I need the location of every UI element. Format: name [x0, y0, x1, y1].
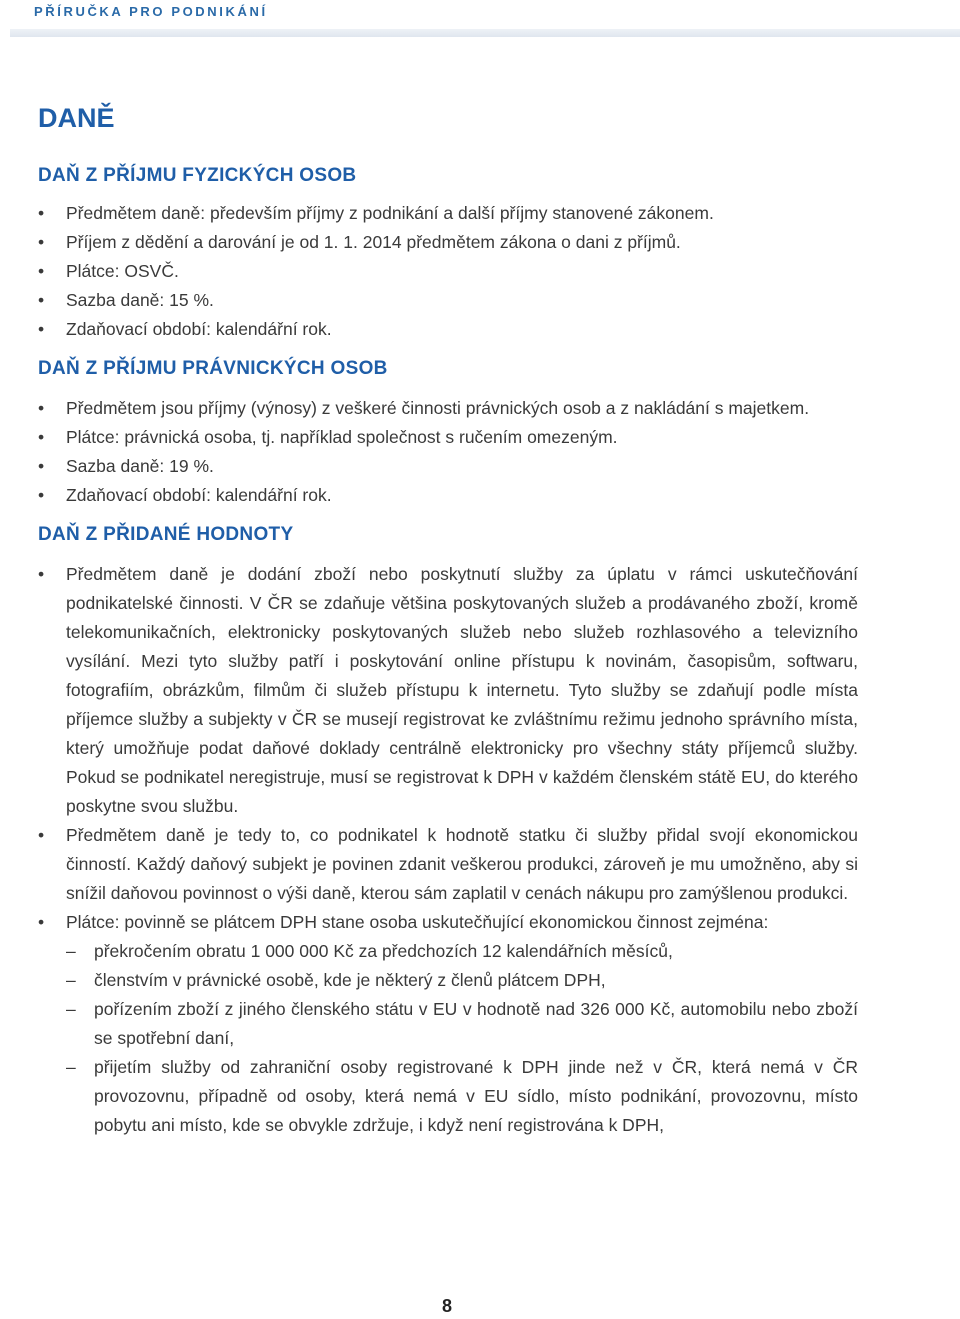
list-item: [38, 315, 858, 344]
list-item: [38, 452, 858, 481]
list-item-text: Sazba daně: 15 %.: [66, 290, 214, 310]
bullet-icon: •: [38, 232, 45, 252]
bullet-icon: •: [38, 564, 45, 584]
list-item: [38, 1053, 858, 1140]
page-title: DANĚ: [38, 103, 115, 133]
list-item: [38, 908, 858, 937]
bullet-icon: •: [38, 203, 45, 223]
list-item: [38, 937, 858, 966]
bullet-icon: •: [38, 825, 45, 845]
section-heading-vat: DAŇ Z PŘIDANÉ HODNOTY: [38, 524, 294, 545]
list-item-text: Zdaňovací období: kalendářní rok.: [66, 319, 332, 339]
list-item: [38, 228, 858, 257]
bullet-icon: •: [38, 319, 45, 339]
list-item: [38, 995, 858, 1053]
dash-icon: –: [66, 1057, 76, 1077]
list-item-text: překročením obratu 1 000 000 Kč za předchozích 12 kalendářních měsíců,: [94, 941, 673, 961]
dash-icon: –: [66, 999, 76, 1019]
bullet-icon: •: [38, 398, 45, 418]
bullet-icon: •: [38, 456, 45, 476]
header-rule: [10, 29, 960, 37]
list-item: [38, 199, 858, 228]
bullet-icon: •: [38, 485, 45, 505]
list-item-text: pořízením zboží z jiného členského státu v EU v hodnotě nad 326 000 Kč, automobilu nebo zboží se spotřební daní,: [94, 999, 858, 1048]
page-content: [38, 100, 858, 1140]
bullet-list-income-tax-legal-entities: [38, 394, 858, 510]
list-item: [38, 481, 858, 510]
running-header: PŘÍRUČKA PRO PODNIKÁNÍ: [34, 4, 268, 19]
list-item-text: Plátce: OSVČ.: [66, 261, 179, 281]
list-item-text: Příjem z dědění a darování je od 1. 1. 2014 předmětem zákona o dani z příjmů.: [66, 232, 681, 252]
list-item-text: Zdaňovací období: kalendářní rok.: [66, 485, 332, 505]
dash-icon: –: [66, 941, 76, 961]
bullet-list-income-tax-individuals: [38, 199, 858, 344]
bullet-list-vat: [38, 560, 858, 937]
list-item-text: Plátce: povinně se plátcem DPH stane osoba uskutečňující ekonomickou činnost zejména:: [66, 912, 769, 932]
bullet-icon: •: [38, 912, 45, 932]
list-item-text: členstvím v právnické osobě, kde je některý z členů plátcem DPH,: [94, 970, 606, 990]
list-item: [38, 966, 858, 995]
list-item: [38, 423, 858, 452]
list-item: [38, 286, 858, 315]
list-item: [38, 821, 858, 908]
bullet-icon: •: [38, 290, 45, 310]
dash-icon: –: [66, 970, 76, 990]
list-item-text: Předmětem jsou příjmy (výnosy) z veškeré činnosti právnických osob a z nakládání s majetkem.: [66, 398, 810, 418]
bullet-icon: •: [38, 427, 45, 447]
list-item-text: Předmětem daně: především příjmy z podnikání a další příjmy stanovené zákonem.: [66, 203, 714, 223]
list-item: [38, 394, 858, 423]
section-heading-income-tax-legal-entities: DAŇ Z PŘÍJMU PRÁVNICKÝCH OSOB: [38, 358, 388, 379]
list-item-text: Předmětem daně je tedy to, co podnikatel k hodnotě statku či služby přidal svojí ekonomickou činností. Každý daňový subjekt je povinen zdanit veškerou produkci, zároveň je mu umožněno, aby si snížil daňovou povinnost o výši daně, kterou sám zaplatil v cenách nákupu pro zamýšlenou produkci.: [66, 825, 858, 903]
page-number: 8: [441, 1296, 452, 1316]
list-item-text: Předmětem daně je dodání zboží nebo poskytnutí služby za úplatu v rámci uskutečňování podnikatelské činnosti. V ČR se zdaňuje většina poskytovaných služeb a prodávaného zboží, kromě telekomunikačních, elektronicky poskytovaných služeb nebo služeb rozhlasového a televizního vysílání. Mezi tyto služby patří i poskytování online přístupu k novinám, časopisům, softwaru, fotografiím, obrázkům, filmům či služeb přístupu k internetu. Tyto služby se zdaňují podle místa příjemce služby a subjekty v ČR se musejí registrovat ke zvláštnímu režimu jednoho správního místa, který umožňuje podat daňové doklady centrálně elektronicky pro všechny státy příjemců služby. Pokud se podnikatel neregistruje, musí se registrovat k DPH v každém členském státě EU, do kterého poskytne svou službu.: [66, 564, 858, 816]
section-heading-income-tax-individuals: DAŇ Z PŘÍJMU FYZICKÝCH OSOB: [38, 165, 357, 186]
list-item-text: Plátce: právnická osoba, tj. například společnost s ručením omezeným.: [66, 427, 618, 447]
list-item: [38, 257, 858, 286]
list-item-text: Sazba daně: 19 %.: [66, 456, 214, 476]
list-item: [38, 560, 858, 821]
bullet-icon: •: [38, 261, 45, 281]
dash-list-vat-conditions: [38, 937, 858, 1140]
list-item-text: přijetím služby od zahraniční osoby registrované k DPH jinde než v ČR, která nemá v ČR provozovnu, případně od osoby, která nemá v EU sídlo, místo podnikání, provozovnu, místo pobytu ani místo, kde se obvykle zdržuje, i když není registrována k DPH,: [94, 1057, 858, 1135]
